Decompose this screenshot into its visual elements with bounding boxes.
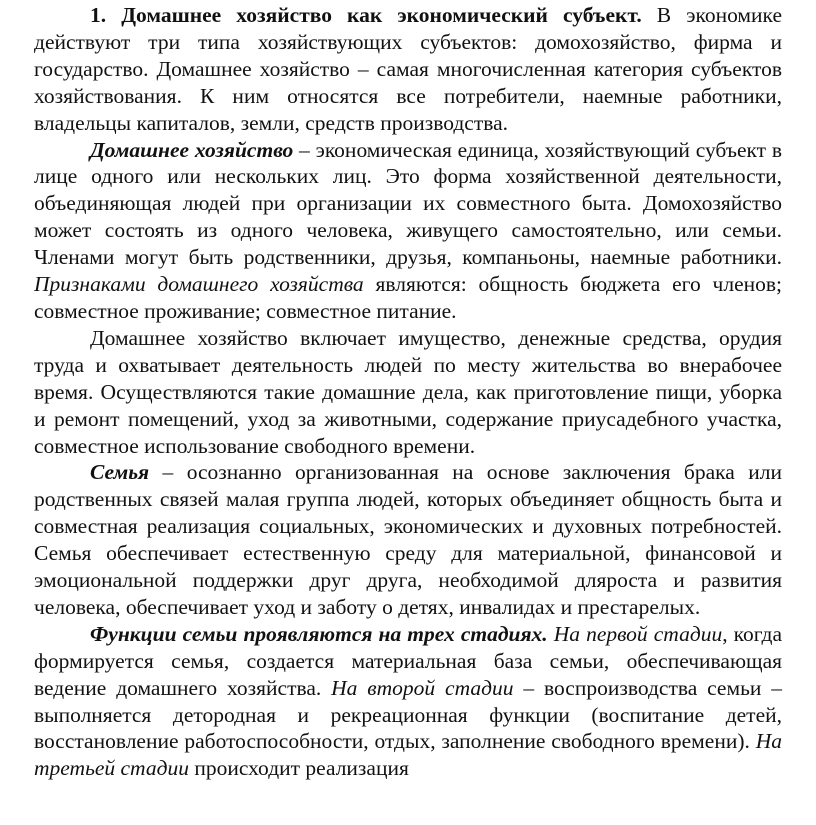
paragraph-text: – воспроизводства семьи – выполняется детородная и рекреационная функции (воспитание детей, восстановление работоспособности, отдых, заполнение свободного времени). [34, 675, 783, 754]
paragraph-text: являются: общность бюджета его членов; совместное проживание; совместное питание. [34, 272, 782, 323]
stage-second: На второй стадии [331, 675, 514, 700]
paragraph-family-functions [34, 621, 782, 782]
paragraph-text: происходит реализация [188, 756, 409, 781]
functions-heading: Функции семьи проявляются на трех стадиях. [90, 621, 548, 646]
paragraph-text: – осознанно организованная на основе заключения брака или родственных связей малая группа людей, которых объединяет общность быта и совместная реализация социальных, экономических и духовных потребностей. Семья обеспечивает естественную среду для материальной, финансовой и эмоциональной поддержки друг друга, необходимой дляроста и развития человека, обеспечивает уход и заботу о детях, инвалидах и престарелых. [34, 460, 782, 619]
term-household-features: Признаками домашнего хозяйства [34, 272, 364, 297]
document-page [34, 2, 782, 782]
paragraph-text: – экономическая единица, хозяйствующий субъект в лице одного или нескольких лиц. Это форма хозяйственной деятельности, объединяющая людей при организации их совместного быта. Домохозяйство может состоять из одного человека, живущего самостоятельно, или семьи. Членами могут быть родственники, друзья, компаньоны, наемные работники. [34, 137, 783, 270]
paragraph-text: В экономике действуют три типа хозяйствующих субъектов: домохозяйство, фирма и государство. Домашнее хозяйство – самая многочисленная категория субъектов хозяйствования. К ним относятся все потребители, наемные работники, владельцы капиталов, земли, средств производства. [34, 3, 782, 135]
paragraph-text: Домашнее хозяйство включает имущество, денежные средства, орудия труда и охватывает деятельность людей по месту жительства во внерабочее время. Осуществляются такие домашние дела, как приготовление пищи, уборка и ремонт помещений, уход за животными, содержание приусадебного участка, совместное использование свободного времени. [34, 325, 782, 458]
stage-first: На первой стадии [547, 621, 723, 646]
term-household: Домашнее хозяйство [90, 137, 294, 162]
section-heading: 1. Домашнее хозяйство как экономический субъект. [90, 3, 642, 27]
paragraph-household-activities [34, 325, 782, 460]
paragraph-family-definition [34, 459, 782, 620]
term-family: Семья [90, 460, 150, 485]
paragraph-text: , когда формируется семья, создается материальная база семьи, обеспечивающая ведение домашнего хозяйства. [34, 621, 782, 700]
stage-third: На третьей стадии [34, 729, 782, 781]
paragraph-household-definition [34, 137, 782, 325]
paragraph-household-intro [34, 2, 782, 137]
